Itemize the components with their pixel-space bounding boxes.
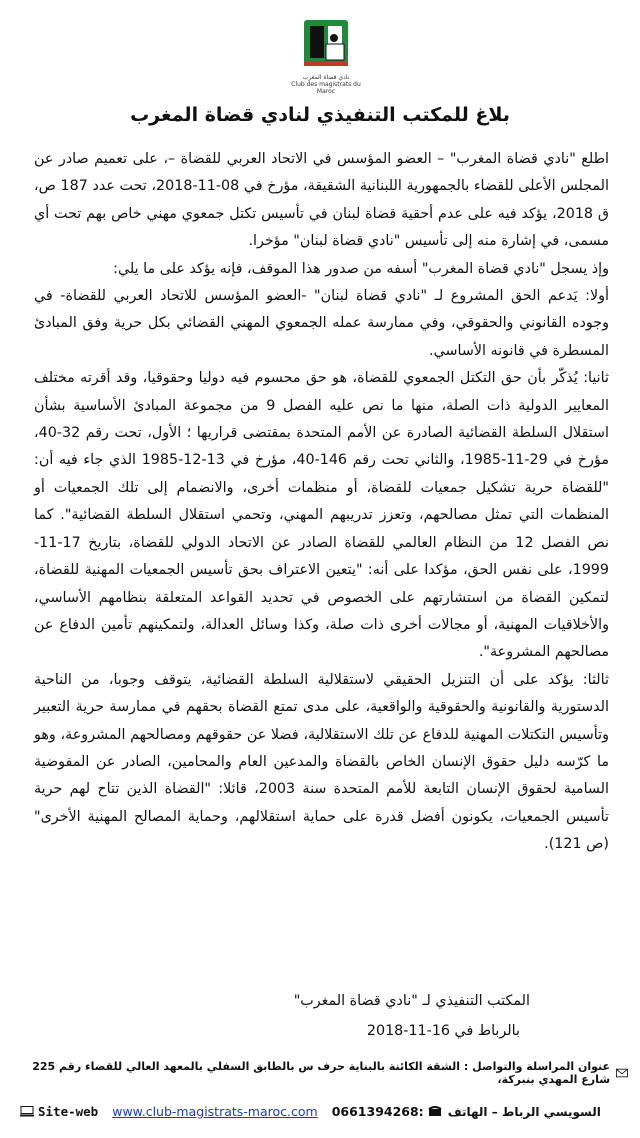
logo-caption-fr: Club des magistrats du Maroc — [291, 81, 361, 95]
address-text: عنوان المراسلة والتواصل : الشقة الكائنة بالبناية حرف س بالطابق السفلي بالمعهد العالي للقضاء رقم 225 شارع المهدي بنبركة، — [32, 1060, 611, 1086]
club-logo — [290, 14, 362, 95]
signature-office: المكتب التنفيذي لـ "نادي قضاة المغرب" — [293, 993, 530, 1009]
signature-place-date: بالرباط في 16-11-2018 — [366, 1023, 520, 1039]
phone-number: 0661394268: — [331, 1104, 424, 1119]
paragraph-intro: اطلع "نادي قضاة المغرب" – العضو المؤسس في الاتحاد العربي للقضاة –، على تعميم صادر عن المجلس الأعلى للقضاء بالجمهورية اللبنانية الشقيقة، مؤرخ في 08-11-2018، تحت عدد 187 ص، ق 2018، يؤكد فيه على عدم أحقية قضاة لبنان في تأسيس تكتل جمعوي مهني خاص بهم تحت أي مسمى، في إشارة منه إلى تأسيس "نادي قضاة لبنان" مؤخرا. — [34, 151, 609, 250]
site-web-label: Site-web — [38, 1104, 99, 1119]
paragraph-second: ثانيا: يُذكّر بأن حق التكتل الجمعوي للقضاة، هو حق محسوم فيه دوليا وحقوقيا، وقد أقرته مختلف المعايير الدولية ذات الصلة، منها ما نص عليه الفصل 9 من مجموعة المبادئ الأساسية بشأن استقلال السلطة القضائية الصادرة عن الأمم المتحدة بمقتضى قراريها ؛ الأول، تحت رقم 32-40، مؤرخ في 29-11-1985، والثاني تحت رقم 146-40، مؤرخ في 13-12-1985 الذي جاء فيه أن: "للقضاة حرية تشكيل جمعيات للقضاة، أو منظمات أخرى، والانضمام إلى تلك الجمعيات أو المنظمات التي تمثل مصالحهم، وتعزز تدريبهم المهني، وتحمي استقلال السلطة القضائية". كما نص الفصل 12 من النظام العالمي للقضاة الصادر عن الاتحاد الدولي للقضاة، بتاريخ 17-11-1999، على نفس الحق، مؤكدا على أنه: "يتعين الاعتراف بحق تأسيس الجمعيات المهنية للقضاة، لتمكين القضاة من استشارتهم على الخصوص في تحديد القواعد المتعلقة بنظامهم الأساسي، والأخلاقيات المهنية، أو مجالات أخرى ذات صلة، وكذا وسائل العدالة، ولتمكينهم تأمين الدفاع عن مصالحهم المشروعة". — [34, 370, 610, 661]
logo-caption — [290, 74, 362, 95]
envelope-icon — [616, 1068, 628, 1078]
page-title: بلاغ للمكتب التنفيذي لنادي قضاة المغرب — [130, 104, 510, 126]
paragraph-regret: وإذ يسجل "نادي قضاة المغرب" أسفه من صدور هذا الموقف، فإنه يؤكد على ما يلي: — [113, 260, 609, 277]
address-line-2: السويسي الرباط – الهاتف — [447, 1104, 601, 1119]
computer-icon — [20, 1106, 34, 1117]
scales-logo-icon — [290, 14, 362, 74]
paragraph-first: أولا: يَدعم الحق المشروع لـ "نادي قضاة لبنان" -العضو المؤسس للاتحاد العربي للقضاة- في وجوده القانوني والحقوقي، وفي ممارسة عمله الجمعوي المهني القضائي بكل حرية وفق المبادئ المسطرة في قانونه الأساسي. — [34, 288, 609, 359]
statement-body — [34, 146, 609, 859]
logo-caption-ar: نادي قضاة المغرب — [302, 74, 350, 81]
address-line — [18, 1060, 628, 1086]
website-link[interactable]: www.club-magistrats-maroc.com — [112, 1104, 318, 1119]
footer-address — [18, 1060, 628, 1086]
paragraph-third: ثالثا: يؤكد على أن التنزيل الحقيقي لاستقلالية السلطة القضائية، يتوقف وجوبا، من الناحية الدستورية والقانونية والحقوقية والواقعية، على مدى تمتع القضاة بحقهم في ممارسة حرية التعبير وتأسيس التكتلات المهنية للدفاع عن تلك الاستقلالية، فضلا عن حقوقهم ومصالحهم المشروعة، وهو ما كرّسه دليل حقوق الإنسان الخاص بالقضاة والمدعين العام والمحامين، الصادر عن المفوضية السامية لحقوق الإنسان التابعة للأمم المتحدة سنة 2003، قائلا: "القضاة الذين تتاح لهم حرية تأسيس الجمعيات، يكونون أفضل قدرة على حماية استقلالهم، وحماية المصالح المهنية الأخرى" (ص 121). — [34, 671, 610, 853]
phone-icon — [428, 1106, 442, 1117]
contact-row — [20, 1104, 620, 1119]
